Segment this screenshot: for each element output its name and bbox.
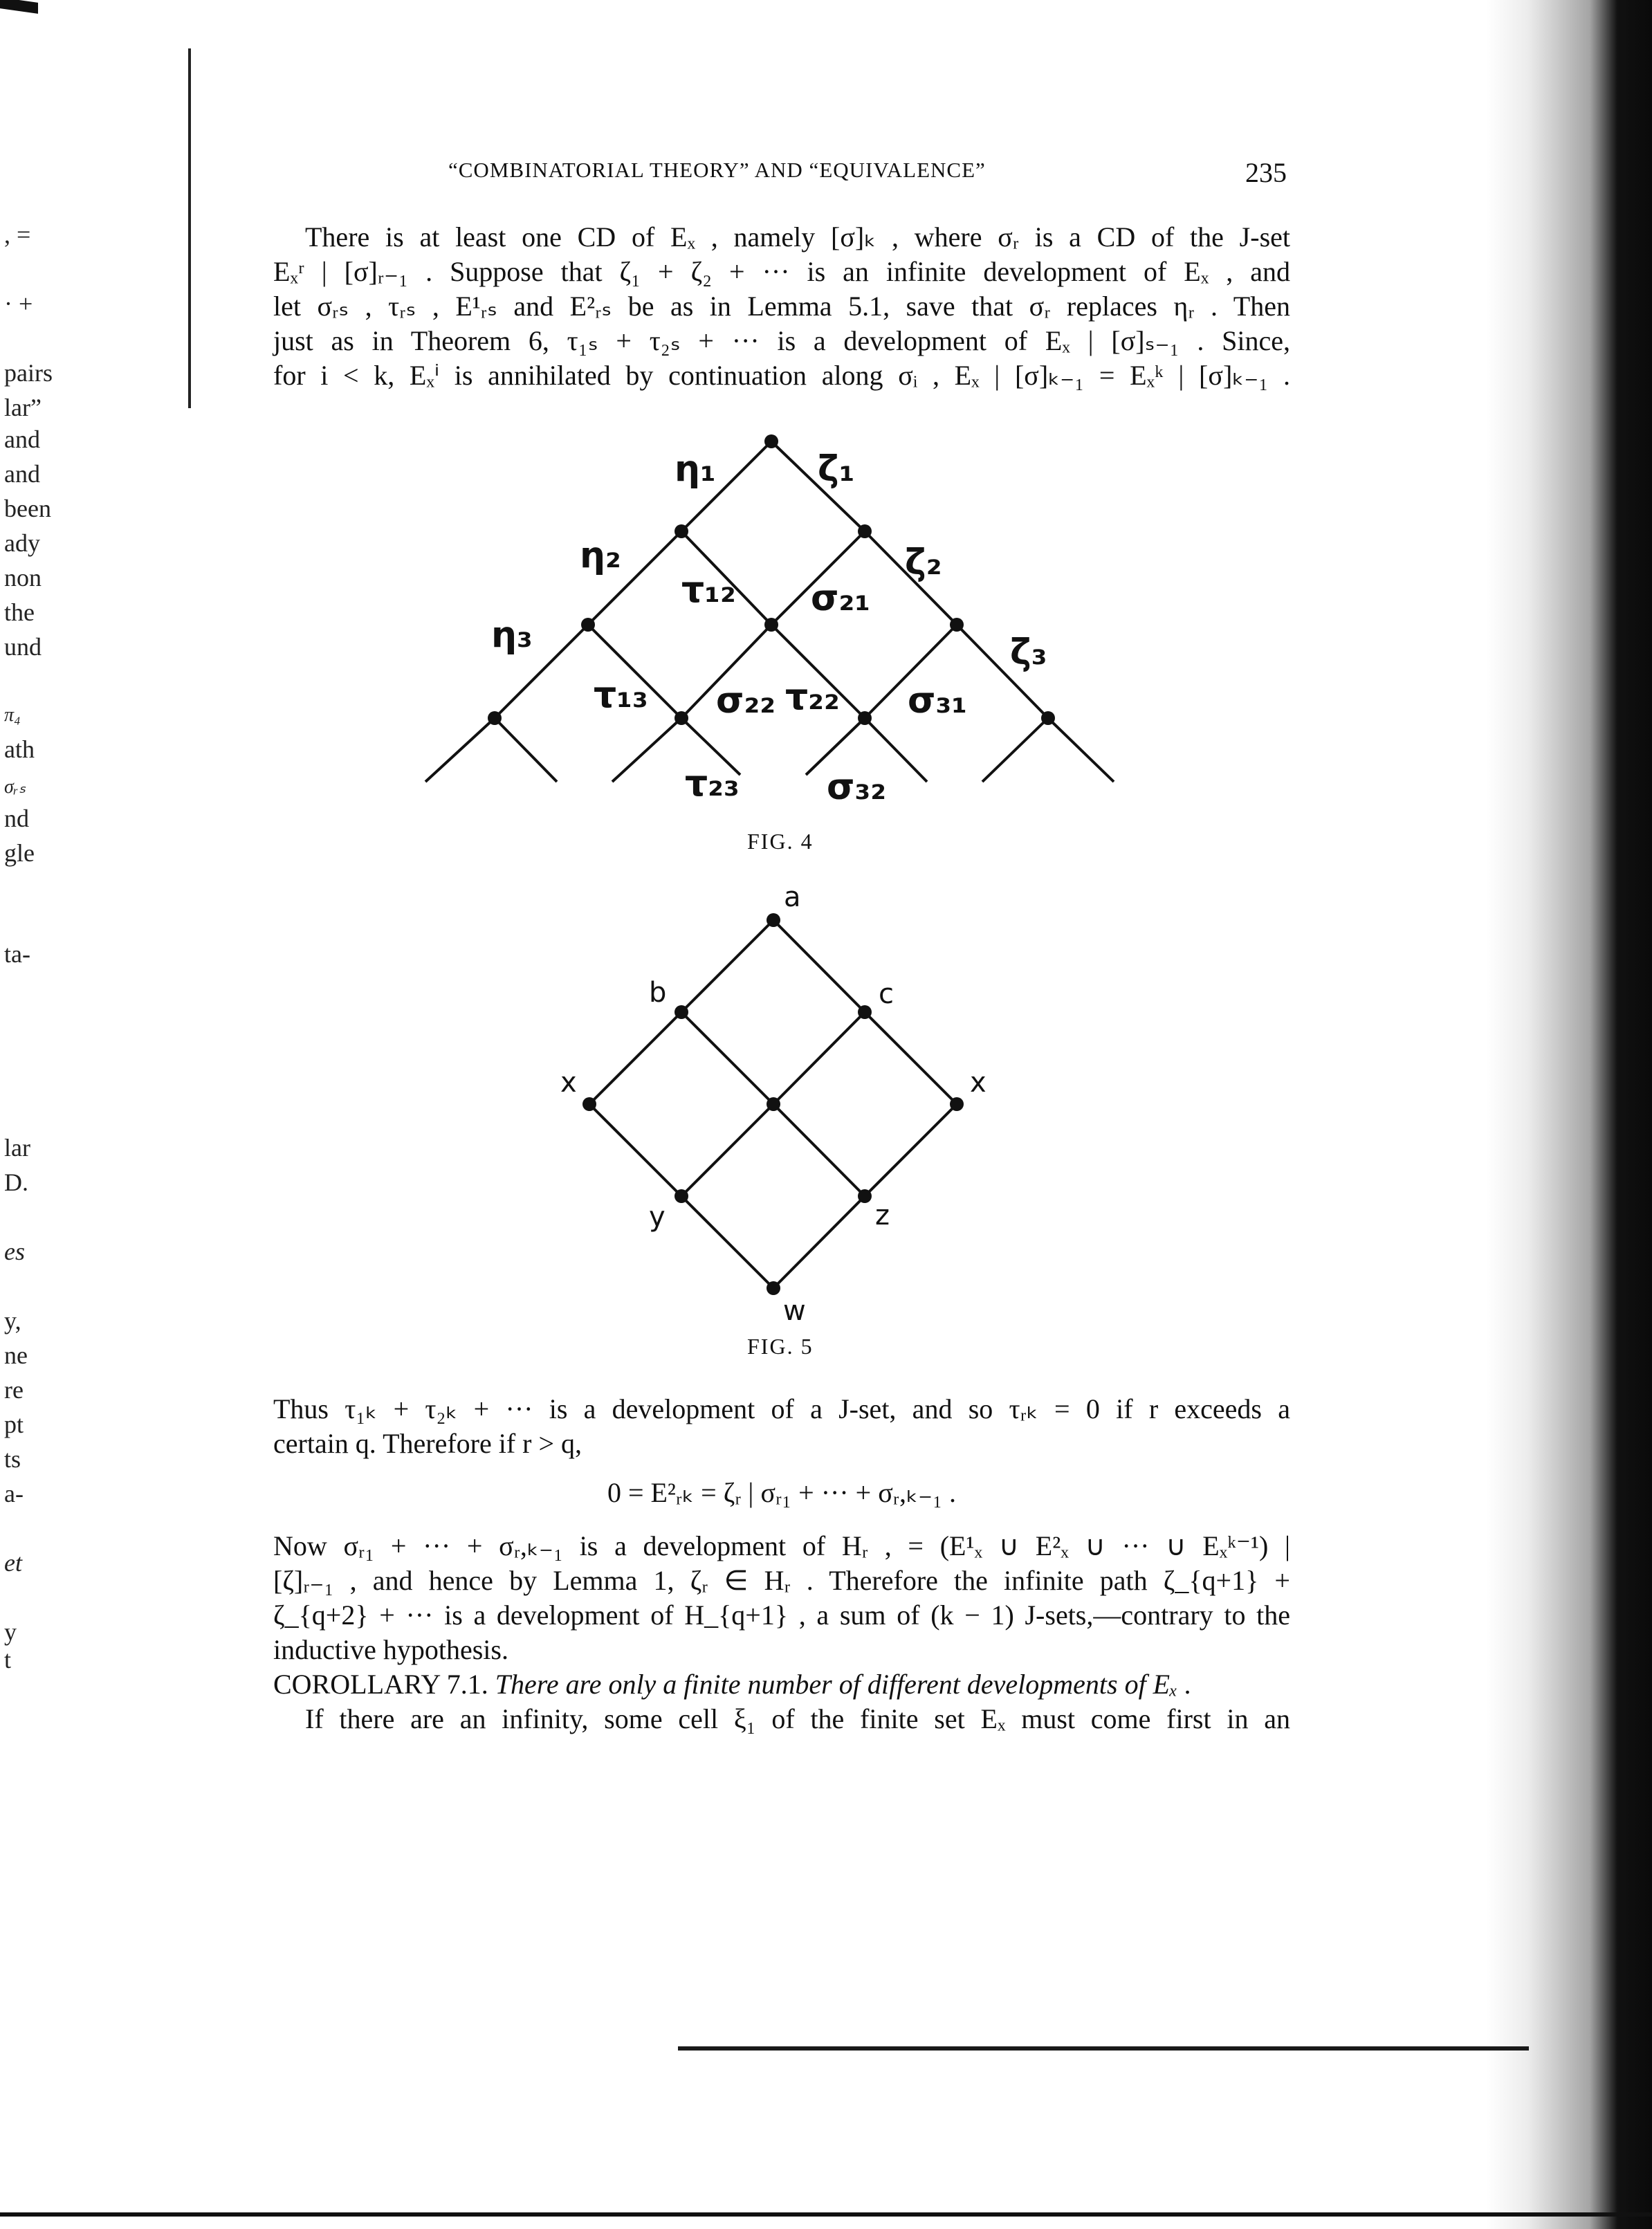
text-line: let σᵣₛ , τᵣₛ , E¹ᵣₛ and E²ᵣₛ be as in Lemma 5.1, save that σᵣ replaces ηᵣ . Then [273, 291, 1290, 322]
label-y: y [649, 1201, 666, 1233]
text-line: Thus τ₁ₖ + τ₂ₖ + ··· is a development of a J-set, and so τᵣₖ = 0 if r exceeds a [273, 1393, 1290, 1424]
margin-fragment: gle [4, 839, 35, 867]
corollary-text: There are only a finite number of different developments of Eₓ . [495, 1669, 1192, 1700]
label-sigma31: σ₃₁ [908, 680, 968, 722]
margin-fragment: y, [4, 1307, 21, 1334]
margin-fragment: non [4, 564, 42, 591]
margin-fragment: lar” [4, 394, 42, 421]
label-w: w [783, 1295, 806, 1327]
margin-fragment: y [4, 1618, 17, 1646]
label-sigma21: σ₂₁ [811, 578, 871, 619]
text-line: If there are an infinity, some cell ξ₁ of the finite set Eₓ must come first in an [305, 1703, 1290, 1734]
margin-fragment: a- [4, 1480, 24, 1507]
corollary [273, 1667, 1290, 1736]
margin-fragment: σᵣₛ [4, 776, 26, 798]
figure-4-caption: FIG. 4 [747, 829, 814, 854]
label-eta2: η₂ [580, 535, 621, 576]
label-x-right: x [970, 1067, 986, 1099]
margin-fragment: et [4, 1549, 22, 1577]
facing-page-margin [0, 0, 104, 2229]
margin-fragment: D. [4, 1168, 28, 1196]
label-eta3: η₃ [491, 614, 533, 656]
page-number: 235 [1245, 157, 1287, 188]
margin-fragment: lar [4, 1134, 30, 1162]
margin-fragment: · + [4, 290, 33, 318]
running-title: “COMBINATORIAL THEORY” AND “EQUIVALENCE” [448, 158, 986, 182]
text-line: There is at least one CD of Eₓ , namely [σ]ₖ , where σᵣ is a CD of the J-set [305, 221, 1290, 253]
margin-fragment: π₄ [4, 704, 21, 726]
margin-fragment: es [4, 1238, 25, 1265]
text-line: ζ_{q+2} + ··· is a development of H_{q+1} , a sum of (k − 1) J-sets,—contrary to the [273, 1599, 1290, 1631]
text-line: inductive hypothesis. [273, 1634, 508, 1665]
figure-4-nodes [488, 434, 1055, 725]
paragraph [273, 1392, 1290, 1461]
paragraph [273, 1529, 1290, 1667]
margin-fragment: and [4, 425, 40, 453]
margin-fragment: pt [4, 1411, 24, 1438]
text-line: for i < k, Eₓⁱ is annihilated by continuation along σᵢ , Eₓ | [σ]ₖ₋₁ = Eₓᵏ | [σ]ₖ₋₁ . [273, 360, 1290, 391]
figure-5-nodes [582, 913, 964, 1295]
label-tau22: τ₂₂ [785, 677, 840, 718]
text-line: Now σᵣ₁ + ··· + σᵣ,ₖ₋₁ is a development of Hᵣ , = (E¹ₓ ∪ E²ₓ ∪ ··· ∪ Eₓᵏ⁻¹) | [273, 1530, 1290, 1561]
text-line: Eₓʳ | [σ]ᵣ₋₁ . Suppose that ζ₁ + ζ₂ + ··· is an infinite development of Eₓ , and [273, 256, 1290, 287]
label-x-left: x [560, 1067, 577, 1099]
margin-fragment: nd [4, 805, 29, 832]
label-eta1: η₁ [674, 448, 716, 490]
label-a: a [784, 881, 801, 913]
label-c: c [879, 978, 894, 1010]
figure-5-caption: FIG. 5 [747, 1334, 814, 1359]
margin-fragment: , = [4, 221, 31, 248]
label-zeta1: ζ₁ [818, 448, 855, 490]
margin-fragment: pairs [4, 359, 53, 387]
book-spine-shadow [1486, 0, 1652, 2229]
label-sigma22: σ₂₂ [716, 680, 776, 722]
label-sigma32: σ₃₂ [827, 767, 887, 808]
label-b: b [649, 977, 667, 1009]
label-zeta2: ζ₂ [905, 542, 942, 583]
text-line: certain q. Therefore if r > q, [273, 1428, 582, 1459]
label-tau13: τ₁₃ [594, 675, 648, 716]
text-line: [ζ]ᵣ₋₁ , and hence by Lemma 1, ζᵣ ∈ Hᵣ . Therefore the infinite path ζ_{q+1} + [273, 1565, 1290, 1596]
margin-fragment: t [4, 1646, 12, 1673]
paragraph [273, 220, 1290, 393]
page-edge-line [678, 2046, 1529, 2051]
label-tau23: τ₂₃ [685, 763, 740, 805]
margin-fragment: ady [4, 529, 40, 557]
label-zeta3: ζ₃ [1010, 632, 1047, 673]
label-tau12: τ₁₂ [681, 569, 736, 611]
margin-fragment: re [4, 1376, 24, 1404]
corollary-line [273, 1667, 1290, 1702]
margin-fragment: und [4, 633, 42, 661]
figure-4-lattice [425, 441, 1114, 782]
margin-fragment: ta- [4, 940, 30, 968]
text-line: just as in Theorem 6, τ₁ₛ + τ₂ₛ + ··· is a development of Eₓ | [σ]ₛ₋₁ . Since, [273, 325, 1290, 356]
corollary-label: COROLLARY 7.1. [273, 1669, 488, 1700]
margin-fragment: and [4, 460, 40, 488]
margin-fragment: ts [4, 1445, 21, 1473]
binding-edge [188, 48, 191, 408]
figure-5-lattice [589, 920, 957, 1288]
margin-fragment: been [4, 495, 51, 522]
page-bottom-edge [0, 2212, 1652, 2217]
margin-fragment: the [4, 598, 35, 626]
display-equation: 0 = E²ᵣₖ = ζᵣ | σᵣ₁ + ··· + σᵣ,ₖ₋₁ . [607, 1477, 957, 1508]
margin-fragment: ath [4, 735, 35, 763]
label-z: z [875, 1200, 890, 1231]
margin-fragment: ne [4, 1341, 28, 1369]
